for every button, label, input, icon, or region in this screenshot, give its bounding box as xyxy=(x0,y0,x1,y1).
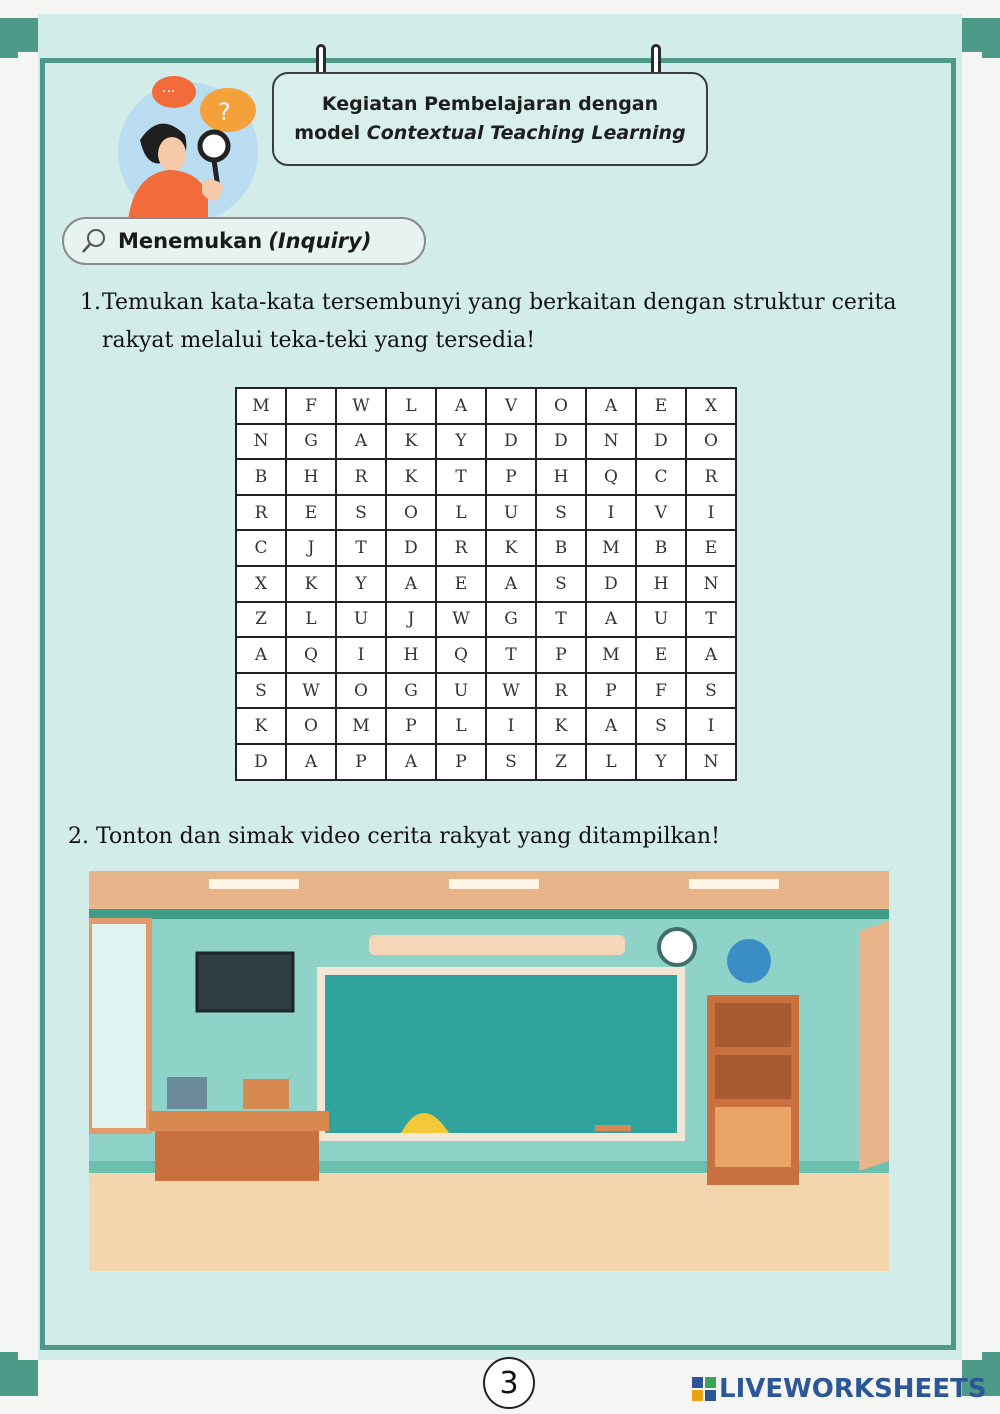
grid-cell[interactable]: E xyxy=(686,530,736,566)
grid-cell[interactable]: E xyxy=(436,566,486,602)
grid-cell[interactable]: G xyxy=(486,602,536,638)
grid-cell[interactable]: D xyxy=(236,744,286,780)
svg-text:?: ? xyxy=(218,98,231,126)
grid-cell[interactable]: F xyxy=(286,388,336,424)
grid-cell[interactable]: R xyxy=(686,459,736,495)
grid-cell[interactable]: L xyxy=(286,602,336,638)
grid-cell[interactable]: N xyxy=(686,566,736,602)
grid-cell[interactable]: S xyxy=(686,673,736,709)
grid-cell[interactable]: I xyxy=(486,708,536,744)
grid-cell[interactable]: B xyxy=(536,530,586,566)
grid-cell[interactable]: R xyxy=(336,459,386,495)
grid-cell[interactable]: U xyxy=(636,602,686,638)
grid-cell[interactable]: I xyxy=(336,637,386,673)
grid-cell[interactable]: O xyxy=(536,388,586,424)
grid-cell[interactable]: H xyxy=(386,637,436,673)
grid-cell[interactable]: P xyxy=(536,637,586,673)
grid-cell[interactable]: C xyxy=(236,530,286,566)
grid-row xyxy=(236,744,736,780)
grid-cell[interactable]: U xyxy=(436,673,486,709)
grid-cell[interactable]: D xyxy=(586,566,636,602)
grid-cell[interactable]: K xyxy=(236,708,286,744)
grid-cell[interactable]: Q xyxy=(286,637,336,673)
classroom-video-image[interactable] xyxy=(89,871,889,1271)
brand-icon xyxy=(692,1377,716,1401)
grid-row xyxy=(236,459,736,495)
section-label: Menemukan xyxy=(118,229,263,253)
grid-cell[interactable]: A xyxy=(386,566,436,602)
grid-cell[interactable]: S xyxy=(536,495,586,531)
grid-cell[interactable]: O xyxy=(386,495,436,531)
grid-cell[interactable]: P xyxy=(386,708,436,744)
grid-cell[interactable]: X xyxy=(686,388,736,424)
word-search-grid xyxy=(235,387,737,781)
grid-cell[interactable]: K xyxy=(286,566,336,602)
grid-cell[interactable]: A xyxy=(436,388,486,424)
grid-cell[interactable]: Y xyxy=(436,424,486,460)
grid-cell[interactable]: P xyxy=(486,459,536,495)
grid-cell[interactable]: O xyxy=(286,708,336,744)
grid-cell[interactable]: A xyxy=(286,744,336,780)
grid-cell[interactable]: N xyxy=(686,744,736,780)
grid-cell[interactable]: C xyxy=(636,459,686,495)
grid-cell[interactable]: H xyxy=(636,566,686,602)
grid-cell[interactable]: S xyxy=(336,495,386,531)
grid-cell[interactable]: L xyxy=(386,388,436,424)
grid-cell[interactable]: S xyxy=(486,744,536,780)
grid-cell[interactable]: P xyxy=(586,673,636,709)
grid-cell[interactable]: B xyxy=(236,459,286,495)
grid-cell[interactable]: Y xyxy=(636,744,686,780)
grid-cell[interactable]: D xyxy=(486,424,536,460)
grid-cell[interactable]: L xyxy=(586,744,636,780)
page-number: 3 xyxy=(483,1357,535,1409)
grid-cell[interactable]: R xyxy=(436,530,486,566)
grid-cell[interactable]: I xyxy=(586,495,636,531)
grid-cell[interactable]: N xyxy=(236,424,286,460)
grid-cell[interactable]: O xyxy=(686,424,736,460)
svg-text:···: ··· xyxy=(162,84,176,100)
grid-cell[interactable]: M xyxy=(236,388,286,424)
grid-cell[interactable]: H xyxy=(536,459,586,495)
grid-cell[interactable]: A xyxy=(236,637,286,673)
grid-cell[interactable]: J xyxy=(286,530,336,566)
grid-cell[interactable]: U xyxy=(486,495,536,531)
grid-cell[interactable]: N xyxy=(586,424,636,460)
grid-cell[interactable]: E xyxy=(636,388,686,424)
corner-decoration xyxy=(982,18,1000,58)
grid-row xyxy=(236,424,736,460)
grid-cell[interactable]: Y xyxy=(336,566,386,602)
grid-cell[interactable]: R xyxy=(536,673,586,709)
grid-cell[interactable]: L xyxy=(436,708,486,744)
liveworksheets-logo[interactable] xyxy=(692,1372,987,1406)
grid-cell[interactable]: U xyxy=(336,602,386,638)
grid-cell[interactable]: T xyxy=(536,602,586,638)
grid-cell[interactable]: K xyxy=(386,424,436,460)
section-label-inquiry xyxy=(62,217,426,265)
grid-cell[interactable]: Z xyxy=(236,602,286,638)
grid-cell[interactable]: T xyxy=(486,637,536,673)
grid-row xyxy=(236,566,736,602)
grid-cell[interactable]: P xyxy=(336,744,386,780)
grid-cell[interactable]: A xyxy=(686,637,736,673)
grid-cell[interactable]: O xyxy=(336,673,386,709)
grid-cell[interactable]: I xyxy=(686,708,736,744)
grid-row xyxy=(236,637,736,673)
grid-cell[interactable]: K xyxy=(386,459,436,495)
grid-cell[interactable]: A xyxy=(336,424,386,460)
grid-cell[interactable]: W xyxy=(336,388,386,424)
grid-cell[interactable]: S xyxy=(636,708,686,744)
grid-cell[interactable]: A xyxy=(586,602,636,638)
grid-cell[interactable]: M xyxy=(336,708,386,744)
grid-cell[interactable]: G xyxy=(386,673,436,709)
question-number: 1. xyxy=(80,290,101,315)
grid-cell[interactable]: P xyxy=(436,744,486,780)
corner-decoration xyxy=(0,18,18,58)
grid-cell[interactable]: V xyxy=(486,388,536,424)
grid-cell[interactable]: E xyxy=(286,495,336,531)
grid-cell[interactable]: S xyxy=(536,566,586,602)
grid-row xyxy=(236,708,736,744)
grid-cell[interactable]: T xyxy=(436,459,486,495)
grid-row xyxy=(236,602,736,638)
grid-cell[interactable]: I xyxy=(686,495,736,531)
grid-cell[interactable]: T xyxy=(686,602,736,638)
title-line-2: model Contextual Teaching Learning xyxy=(294,122,686,144)
grid-cell[interactable]: E xyxy=(636,637,686,673)
grid-cell[interactable]: D xyxy=(536,424,586,460)
title-line-1: Kegiatan Pembelajaran dengan xyxy=(321,93,659,115)
question-2: 2. Tonton dan simak video cerita rakyat yang ditampilkan! xyxy=(68,824,720,849)
inquiry-illustration xyxy=(110,70,270,220)
grid-cell[interactable]: B xyxy=(636,530,686,566)
grid-row xyxy=(236,530,736,566)
grid-cell[interactable]: W xyxy=(486,673,536,709)
grid-cell[interactable]: L xyxy=(436,495,486,531)
grid-cell[interactable]: V xyxy=(636,495,686,531)
brand-text: LIVEWORKSHEETS xyxy=(719,1374,987,1404)
grid-cell[interactable]: D xyxy=(636,424,686,460)
grid-cell[interactable]: J xyxy=(386,602,436,638)
grid-cell[interactable]: T xyxy=(336,530,386,566)
grid-cell[interactable]: A xyxy=(386,744,436,780)
grid-cell[interactable]: G xyxy=(286,424,336,460)
grid-cell[interactable]: W xyxy=(436,602,486,638)
grid-cell[interactable]: A xyxy=(586,708,636,744)
grid-cell[interactable]: D xyxy=(386,530,436,566)
corner-decoration xyxy=(0,1352,18,1396)
grid-cell[interactable]: Q xyxy=(586,459,636,495)
grid-cell[interactable]: K xyxy=(486,530,536,566)
grid-cell[interactable]: K xyxy=(536,708,586,744)
grid-cell[interactable]: A xyxy=(486,566,536,602)
grid-cell[interactable]: W xyxy=(286,673,336,709)
grid-cell[interactable]: Z xyxy=(536,744,586,780)
grid-row xyxy=(236,673,736,709)
grid-cell[interactable]: Q xyxy=(436,637,486,673)
grid-cell[interactable]: S xyxy=(236,673,286,709)
search-icon xyxy=(80,227,108,255)
grid-cell[interactable]: R xyxy=(236,495,286,531)
activity-title-box xyxy=(272,72,708,166)
grid-cell[interactable]: H xyxy=(286,459,336,495)
grid-cell[interactable]: X xyxy=(236,566,286,602)
grid-cell[interactable]: M xyxy=(586,637,636,673)
grid-cell[interactable]: F xyxy=(636,673,686,709)
section-label-italic: (Inquiry) xyxy=(268,229,372,253)
grid-row xyxy=(236,388,736,424)
grid-cell[interactable]: A xyxy=(586,388,636,424)
question-text: Temukan kata-kata tersembunyi yang berkaitan dengan struktur cerita rakyat melalui teka-teki yang tersedia! xyxy=(102,290,897,353)
grid-cell[interactable]: M xyxy=(586,530,636,566)
grid-row xyxy=(236,495,736,531)
